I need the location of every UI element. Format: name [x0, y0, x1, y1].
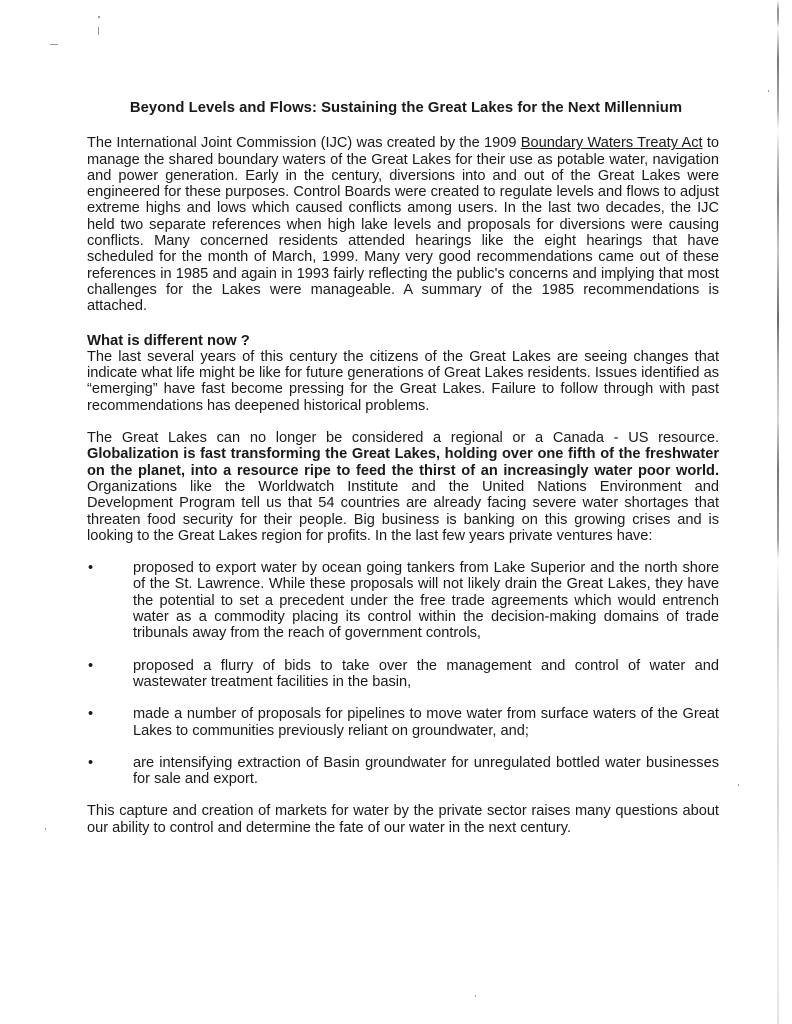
bullet-icon: • [88, 657, 94, 674]
scan-speck [475, 995, 476, 997]
list-item [87, 755, 719, 788]
section-paragraph-2 [87, 430, 719, 544]
bullet-icon: • [88, 706, 94, 723]
intro-text-rest: to manage the shared boundary waters of the Great Lakes for their use as potable water, navigation and power generation. Early in the century, diversions into and out of the Great Lakes were engineered for these purposes. Control Boards were created to regulate levels and flows to adjust extreme highs and lows which caused conflicts among users. In the last two decades, the IJC held two separate references when high lake levels and proposals for diversions were causing conflicts. Many concerned residents attended hearings like the eight hearings that have scheduled for the month of March, 1999. Many very good recommendations came out of these references in 1985 and again in 1993 fairly reflecting the public's concerns and implying that most challenges for the Lakes were manageable. A summary of the 1985 recommendations is attached. [87, 135, 719, 315]
list-item [87, 560, 719, 641]
scan-speck [98, 16, 100, 18]
scan-speck [98, 27, 99, 35]
scan-speck [738, 784, 739, 786]
scan-speck [45, 828, 46, 830]
bullet-icon: • [88, 754, 94, 771]
section-heading: What is different now ? [87, 332, 250, 349]
paragraph-2-emphasis: Globalization is fast transforming the Great Lakes, holding over one fifth of the freshwater on the planet, into a resource ripe to feed the thirst of an increasingly water poor world. [87, 446, 719, 479]
paragraph-2-lead: The Great Lakes can no longer be considered a regional or a Canada - US resource. [87, 430, 719, 447]
scan-edge-artifact [777, 0, 779, 1024]
scan-speck [768, 90, 769, 92]
list-item-text: made a number of proposals for pipelines to move water from surface waters of the Great Lakes to communities previously reliant on groundwater, and; [133, 706, 719, 739]
document-title: Beyond Levels and Flows: Sustaining the Great Lakes for the Next Millennium [129, 100, 683, 116]
bullet-icon: • [88, 560, 94, 577]
scan-speck [50, 44, 58, 45]
closing-paragraph: This capture and creation of markets for water by the private sector raises many questions about our ability to control and determine the fate of our water in the next century. [87, 803, 719, 836]
list-item-text: proposed a flurry of bids to take over the management and control of water and wastewater treatment facilities in the basin, [133, 657, 719, 690]
treaty-act-reference: Boundary Waters Treaty Act [520, 135, 703, 152]
intro-paragraph [87, 135, 719, 314]
intro-text-lead: The International Joint Commission (IJC) was created by the 1909 [87, 135, 521, 152]
ventures-list [87, 560, 719, 787]
list-item-text: are intensifying extraction of Basin groundwater for unregulated bottled water businesses for sale and export. [133, 754, 719, 788]
document-body [87, 100, 719, 836]
paragraph-2-rest: Organizations like the Worldwatch Institute and the United Nations Environment and Development Program tell us that 54 countries are already facing severe water shortages that threaten food security for their people. Big business is banking on this growing crises and is looking to the Great Lakes region for profits. In the last few years private ventures have: [87, 478, 719, 544]
list-item [87, 658, 719, 691]
list-item-text: proposed to export water by ocean going tankers from Lake Superior and the north shore of the St. Lawrence. While these proposals will not likely drain the Great Lakes, they have the potential to set a precedent under the free trade agreements which would entrench water as a commodity placing its control within the decision-making domains of trade tribunals away from the reach of government controls, [133, 560, 719, 642]
section-paragraph-1: The last several years of this century the citizens of the Great Lakes are seeing changes that indicate what life might be like for future generations of Great Lakes residents. Issues identified as “emerging” have fast become pressing for the Great Lakes. Failure to follow through with past recommendations has deepened historical problems. [87, 348, 719, 414]
list-item [87, 706, 719, 739]
